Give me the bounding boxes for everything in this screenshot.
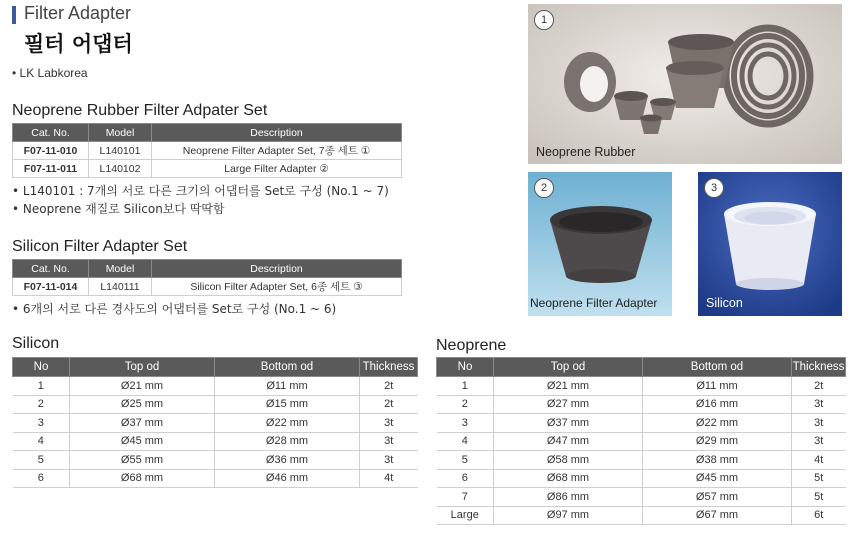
col-top-od: Top od — [494, 358, 643, 377]
table-row — [437, 469, 846, 488]
col-description: Description — [152, 260, 402, 278]
col-top-od: Top od — [70, 358, 215, 377]
table-row — [13, 377, 418, 396]
neoprene-note-1: • L140101 : 7개의 서로 다른 크기의 어댑터를 Set로 구성 (No.1 ~ 7) — [12, 184, 389, 198]
col-bottom-od: Bottom od — [643, 358, 792, 377]
table-row — [437, 451, 846, 470]
page-title-korean: 필터 어댑터 — [24, 32, 133, 56]
top-od-cell: Ø21 mm — [494, 377, 643, 396]
col-cat-no: Cat. No. — [13, 260, 89, 278]
thickness-cell: 6t — [792, 506, 846, 525]
photo-caption-neoprene-filter-adapter: Neoprene Filter Adapter — [530, 296, 658, 310]
no-cell: 6 — [13, 469, 70, 488]
neoprene-set-table — [12, 123, 402, 178]
bottom-od-cell: Ø45 mm — [643, 469, 792, 488]
thickness-cell: 2t — [360, 395, 418, 414]
neoprene-set-title: Neoprene Rubber Filter Adpater Set — [12, 102, 268, 119]
no-cell: 2 — [13, 395, 70, 414]
model-cell: L140101 — [89, 142, 152, 160]
top-od-cell: Ø37 mm — [494, 414, 643, 433]
bottom-od-cell: Ø38 mm — [643, 451, 792, 470]
table-row — [437, 506, 846, 525]
no-cell: Large — [437, 506, 494, 525]
cat-no-cell: F07-11-014 — [13, 278, 89, 296]
table-row — [437, 488, 846, 507]
photo-badge-1: 1 — [534, 10, 554, 30]
top-od-cell: Ø21 mm — [70, 377, 215, 396]
table-row — [437, 377, 846, 396]
photo-badge-2: 2 — [534, 178, 554, 198]
bottom-od-cell: Ø36 mm — [215, 451, 360, 470]
silicon-set-table — [12, 259, 402, 296]
bottom-od-cell: Ø67 mm — [643, 506, 792, 525]
page-title: Filter Adapter — [24, 3, 132, 23]
col-model: Model — [89, 260, 152, 278]
table-row — [13, 278, 402, 296]
model-cell: L140102 — [89, 160, 152, 178]
table-row — [437, 414, 846, 433]
thickness-cell: 5t — [792, 469, 846, 488]
col-thickness: Thickness — [792, 358, 846, 377]
top-od-cell: Ø45 mm — [70, 432, 215, 451]
table-row — [13, 395, 418, 414]
top-od-cell: Ø27 mm — [494, 395, 643, 414]
rubber-adapters-illustration — [528, 4, 842, 164]
top-od-cell: Ø55 mm — [70, 451, 215, 470]
thickness-cell: 5t — [792, 488, 846, 507]
bottom-od-cell: Ø22 mm — [215, 414, 360, 433]
bottom-od-cell: Ø15 mm — [215, 395, 360, 414]
silicon-set-title: Silicon Filter Adapter Set — [12, 238, 188, 255]
table-row — [437, 432, 846, 451]
bottom-od-cell: Ø11 mm — [643, 377, 792, 396]
bottom-od-cell: Ø16 mm — [643, 395, 792, 414]
neoprene-spec-title: Neoprene — [436, 337, 507, 354]
no-cell: 4 — [437, 432, 494, 451]
neoprene-filter-adapter-photo — [528, 172, 672, 316]
bottom-od-cell: Ø57 mm — [643, 488, 792, 507]
thickness-cell: 3t — [360, 451, 418, 470]
neoprene-spec-table — [436, 357, 846, 525]
thickness-cell: 2t — [792, 377, 846, 396]
silicon-spec-table — [12, 357, 418, 488]
bottom-od-cell: Ø11 mm — [215, 377, 360, 396]
col-no: No — [13, 358, 70, 377]
description-cell: Silicon Filter Adapter Set, 6종 세트 ③ — [152, 278, 402, 296]
no-cell: 3 — [437, 414, 494, 433]
thickness-cell: 3t — [360, 432, 418, 451]
neoprene-rubber-photo — [528, 4, 842, 164]
bottom-od-cell: Ø29 mm — [643, 432, 792, 451]
col-model: Model — [89, 124, 152, 142]
col-no: No — [437, 358, 494, 377]
top-od-cell: Ø25 mm — [70, 395, 215, 414]
photo-badge-3: 3 — [704, 178, 724, 198]
no-cell: 7 — [437, 488, 494, 507]
table-row — [13, 469, 418, 488]
table-row — [13, 451, 418, 470]
bottom-od-cell: Ø22 mm — [643, 414, 792, 433]
silicon-note-1: • 6개의 서로 다른 경사도의 어댑터를 Set로 구성 (No.1 ~ 6) — [12, 302, 337, 316]
model-cell: L140111 — [89, 278, 152, 296]
col-bottom-od: Bottom od — [215, 358, 360, 377]
no-cell: 5 — [13, 451, 70, 470]
no-cell: 5 — [437, 451, 494, 470]
no-cell: 4 — [13, 432, 70, 451]
no-cell: 1 — [13, 377, 70, 396]
thickness-cell: 3t — [792, 432, 846, 451]
table-row — [13, 432, 418, 451]
no-cell: 2 — [437, 395, 494, 414]
thickness-cell: 3t — [792, 395, 846, 414]
no-cell: 3 — [13, 414, 70, 433]
thickness-cell: 4t — [792, 451, 846, 470]
no-cell: 1 — [437, 377, 494, 396]
silicon-adapter-photo — [698, 172, 842, 316]
table-row — [437, 395, 846, 414]
title-accent-bar — [12, 6, 16, 24]
bottom-od-cell: Ø46 mm — [215, 469, 360, 488]
col-cat-no: Cat. No. — [13, 124, 89, 142]
thickness-cell: 4t — [360, 469, 418, 488]
photo-caption-silicon: Silicon — [706, 296, 743, 310]
table-row — [13, 414, 418, 433]
table-row — [13, 160, 402, 178]
cat-no-cell: F07-11-011 — [13, 160, 89, 178]
top-od-cell: Ø86 mm — [494, 488, 643, 507]
photo-caption-neoprene-rubber: Neoprene Rubber — [536, 145, 636, 159]
thickness-cell: 2t — [360, 377, 418, 396]
bottom-od-cell: Ø28 mm — [215, 432, 360, 451]
col-thickness: Thickness — [360, 358, 418, 377]
top-od-cell: Ø47 mm — [494, 432, 643, 451]
thickness-cell: 3t — [792, 414, 846, 433]
cat-no-cell: F07-11-010 — [13, 142, 89, 160]
silicon-spec-title: Silicon — [12, 335, 60, 352]
description-cell: Neoprene Filter Adapter Set, 7종 세트 ① — [152, 142, 402, 160]
top-od-cell: Ø97 mm — [494, 506, 643, 525]
description-cell: Large Filter Adapter ② — [152, 160, 402, 178]
top-od-cell: Ø37 mm — [70, 414, 215, 433]
top-od-cell: Ø58 mm — [494, 451, 643, 470]
no-cell: 6 — [437, 469, 494, 488]
top-od-cell: Ø68 mm — [494, 469, 643, 488]
neoprene-note-2: • Neoprene 재질로 Silicon보다 딱딱함 — [12, 202, 225, 216]
thickness-cell: 3t — [360, 414, 418, 433]
top-od-cell: Ø68 mm — [70, 469, 215, 488]
col-description: Description — [152, 124, 402, 142]
brand-label: • LK Labkorea — [12, 66, 88, 80]
table-row — [13, 142, 402, 160]
